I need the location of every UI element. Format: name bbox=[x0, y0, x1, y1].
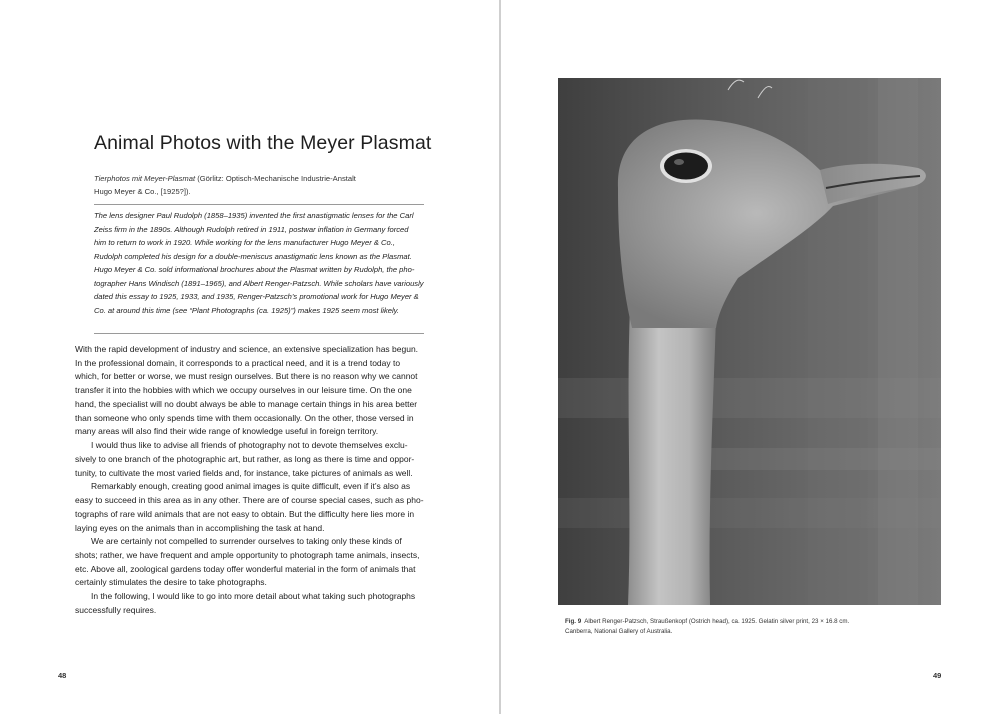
caption-text: Albert Renger-Patzsch, Straußenkopf (Ostrich head), ca. 1925. Gelatin silver print, 23 × 16.8 cm. bbox=[581, 618, 850, 625]
page-number-right: 49 bbox=[933, 671, 942, 680]
body-line: successfully requires. bbox=[75, 604, 157, 615]
body-line: etc. Above all, zoological gardens today offer wonderful material in the form of animals that bbox=[75, 563, 416, 574]
intro-line: Zeiss firm in the 1890s. Although Rudolph retired in 1911, postwar inflation in Germany forced bbox=[94, 224, 409, 234]
body-line: which, for better or worse, we must resign ourselves. But there is no reason why we cannot bbox=[75, 371, 418, 382]
left-page bbox=[0, 0, 499, 714]
publisher-info: (Görlitz: Optisch-Mechanische Industrie-Anstalt bbox=[195, 174, 356, 183]
divider-bottom bbox=[94, 333, 424, 334]
figure-label: Fig. 9 bbox=[565, 618, 582, 625]
essay-body bbox=[75, 343, 435, 618]
editorial-intro bbox=[94, 209, 426, 317]
body-line: I would thus like to advise all friends of photography not to devote themselves exclu- bbox=[91, 440, 408, 451]
body-line: tunity, to cultivate the most varied fields and, for instance, take pictures of animals as well. bbox=[75, 467, 413, 478]
source-citation bbox=[94, 172, 424, 199]
intro-line: him to return to work in 1920. While working for the lens manufacturer Hugo Meyer & Co., bbox=[94, 238, 395, 248]
body-line: easy to succeed in this area as in any other. There are of course special cases, such as pho- bbox=[75, 495, 424, 506]
body-line: than someone who only spends time with them occasionally. On the other, those versed in bbox=[75, 412, 414, 423]
intro-line: Co. at around this time (see “Plant Photographs (ca. 1925)”) makes 1925 seem most likely. bbox=[94, 305, 400, 315]
figure-caption bbox=[565, 617, 945, 636]
body-line: In the professional domain, it corresponds to a practical need, and it is a trend today to bbox=[75, 357, 401, 368]
body-line: With the rapid development of industry and science, an extensive specialization has begun. bbox=[75, 344, 419, 354]
body-line: shots; rather, we have frequent and ample opportunity to photograph tame animals, insects, bbox=[75, 550, 420, 561]
source-line-2: Hugo Meyer & Co., [1925?]). bbox=[94, 187, 191, 197]
divider-top bbox=[94, 204, 424, 205]
intro-line: The lens designer Paul Rudolph (1858–1935) invented the first anastigmatic lenses for the Carl bbox=[94, 211, 414, 220]
body-line: tographs of rare wild animals that are not easy to obtain. But the difficulty here lies more in bbox=[75, 508, 415, 519]
intro-line: tographer Hans Windisch (1891–1965), and Albert Renger-Patzsch. While scholars have variously bbox=[94, 278, 424, 288]
body-line: We are certainly not compelled to surrender ourselves to taking only these kinds of bbox=[91, 536, 402, 547]
body-line: transfer it into the hobbies with which we occupy ourselves in our leisure time. On the one bbox=[75, 385, 412, 396]
source-line-1 bbox=[94, 172, 424, 185]
page-number-left: 48 bbox=[58, 671, 67, 680]
body-line: Remarkably enough, creating good animal images is quite difficult, even if it’s also as bbox=[91, 481, 411, 492]
intro-line: Hugo Meyer & Co. sold informational brochures about the Plasmat written by Rudolph, the pho- bbox=[94, 265, 415, 275]
body-line: laying eyes on the animals than in accomplishing the task at hand. bbox=[75, 522, 325, 533]
body-line: sively to one branch of the photographic art, but rather, as long as there is time and oppor- bbox=[75, 453, 415, 464]
ostrich-photograph bbox=[558, 78, 941, 605]
body-line: In the following, I would like to go into more detail about what taking such photographs bbox=[91, 591, 416, 602]
caption-line-2: Canberra, National Gallery of Australia. bbox=[565, 627, 673, 635]
body-line: many areas will also find their wide range of knowledge useful in foreign territory. bbox=[75, 426, 379, 437]
intro-line: Rudolph completed his design for a double-meniscus anastigmatic lens known as the Plasmat. bbox=[94, 251, 412, 261]
intro-line: dated this essay to 1925, 1933, and 1935, Renger-Patzsch’s promotional work for Hugo Meyer & bbox=[94, 292, 419, 302]
publication-title: Tierphotos mit Meyer-Plasmat bbox=[94, 174, 196, 183]
page-title: Animal Photos with the Meyer Plasmat bbox=[94, 132, 432, 154]
body-line: hand, the specialist will no doubt always be able to manage certain things in his area better bbox=[75, 398, 418, 409]
caption-line-1 bbox=[565, 617, 945, 627]
body-line: certainly stimulates the desire to take photographs. bbox=[75, 577, 267, 588]
